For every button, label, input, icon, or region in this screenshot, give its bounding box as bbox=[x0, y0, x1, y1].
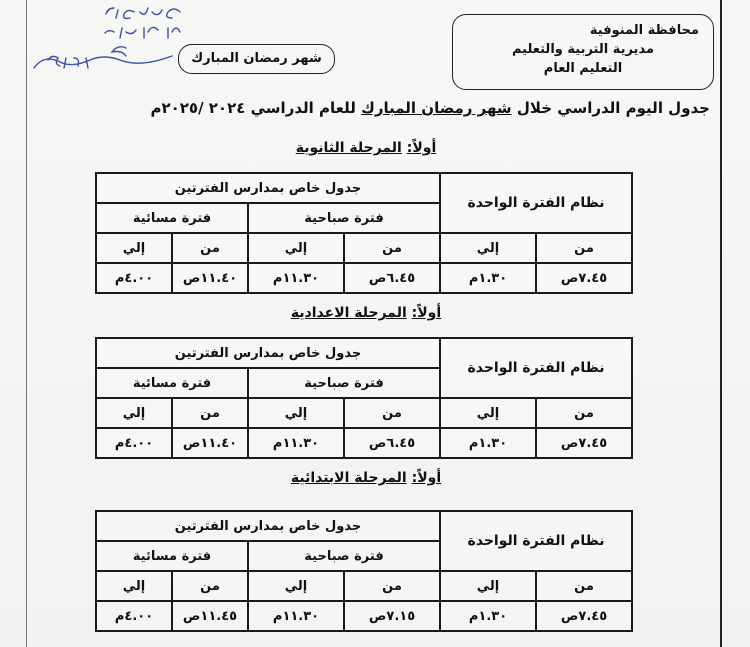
morning-from-cell: ٦.٤٥ص bbox=[344, 263, 440, 293]
from-header: من bbox=[344, 571, 440, 601]
schedule-table bbox=[95, 337, 633, 459]
single-to-cell: ١.٣٠م bbox=[440, 263, 536, 293]
stage-prefix: أولاً: bbox=[411, 470, 442, 486]
from-header: من bbox=[536, 233, 632, 263]
governorate-label: محافظة المنوفية bbox=[589, 23, 699, 38]
single-to-cell: ١.٣٠م bbox=[440, 601, 536, 631]
single-to-cell: ١.٣٠م bbox=[440, 428, 536, 458]
evening-from-cell: ١١.٤٠ص bbox=[172, 428, 248, 458]
single-from-cell: ٧.٤٥ص bbox=[536, 428, 632, 458]
title-part-2: للعام الدراسي ٢٠٢٤ /٢٠٢٥م bbox=[150, 99, 356, 117]
evening-to-cell: ٤.٠٠م bbox=[96, 263, 172, 293]
single-period-header: نظام الفترة الواحدة bbox=[440, 338, 632, 398]
schedule-table bbox=[95, 510, 633, 632]
stage-title bbox=[236, 140, 496, 156]
stage-name: المرحلة الثانوية bbox=[295, 140, 402, 156]
from-header: من bbox=[172, 571, 248, 601]
single-from-cell: ٧.٤٥ص bbox=[536, 601, 632, 631]
from-header: من bbox=[536, 398, 632, 428]
two-period-header: جدول خاص بمدارس الفترتين bbox=[96, 173, 440, 203]
to-header: إلي bbox=[248, 233, 344, 263]
stage-prefix: أولاً: bbox=[406, 140, 437, 156]
to-header: إلي bbox=[248, 398, 344, 428]
page-border-right bbox=[720, 0, 722, 647]
from-header: من bbox=[536, 571, 632, 601]
to-header: إلي bbox=[96, 233, 172, 263]
department-label: التعليم العام bbox=[543, 61, 623, 76]
handwritten-note bbox=[30, 2, 200, 82]
stage-title bbox=[236, 470, 496, 486]
morning-from-cell: ٦.٤٥ص bbox=[344, 428, 440, 458]
single-period-header: نظام الفترة الواحدة bbox=[440, 511, 632, 571]
single-from-cell: ٧.٤٥ص bbox=[536, 263, 632, 293]
two-period-header: جدول خاص بمدارس الفترتين bbox=[96, 511, 440, 541]
morning-header: فترة صباحية bbox=[248, 368, 440, 398]
issuer-header bbox=[452, 14, 714, 90]
stage-title bbox=[236, 305, 496, 321]
document-title bbox=[80, 99, 710, 117]
stage-name: المرحلة الابتدائية bbox=[290, 470, 407, 486]
evening-header: فترة مسائية bbox=[96, 368, 248, 398]
to-header: إلي bbox=[96, 398, 172, 428]
directorate-label: مديرية التربية والتعليم bbox=[511, 42, 655, 57]
to-header: إلي bbox=[440, 398, 536, 428]
schedule-table bbox=[95, 172, 633, 294]
stage-name: المرحلة الاعدادية bbox=[290, 305, 407, 321]
evening-from-cell: ١١.٤٥ص bbox=[172, 601, 248, 631]
evening-header: فترة مسائية bbox=[96, 541, 248, 571]
from-header: من bbox=[172, 233, 248, 263]
to-header: إلي bbox=[440, 233, 536, 263]
to-header: إلي bbox=[248, 571, 344, 601]
from-header: من bbox=[344, 233, 440, 263]
title-underlined: شهر رمضان المبارك bbox=[361, 99, 512, 117]
ramadan-label: شهر رمضان المبارك bbox=[178, 44, 335, 74]
morning-to-cell: ١١.٣٠م bbox=[248, 428, 344, 458]
to-header: إلي bbox=[440, 571, 536, 601]
page-border-left bbox=[26, 0, 27, 647]
morning-from-cell: ٧.١٥ص bbox=[344, 601, 440, 631]
evening-header: فترة مسائية bbox=[96, 203, 248, 233]
from-header: من bbox=[172, 398, 248, 428]
from-header: من bbox=[344, 398, 440, 428]
morning-header: فترة صباحية bbox=[248, 203, 440, 233]
title-part-1: جدول اليوم الدراسي خلال bbox=[516, 99, 710, 117]
evening-to-cell: ٤.٠٠م bbox=[96, 428, 172, 458]
morning-to-cell: ١١.٣٠م bbox=[248, 263, 344, 293]
morning-to-cell: ١١.٣٠م bbox=[248, 601, 344, 631]
evening-from-cell: ١١.٤٠ص bbox=[172, 263, 248, 293]
two-period-header: جدول خاص بمدارس الفترتين bbox=[96, 338, 440, 368]
evening-to-cell: ٤.٠٠م bbox=[96, 601, 172, 631]
to-header: إلي bbox=[96, 571, 172, 601]
single-period-header: نظام الفترة الواحدة bbox=[440, 173, 632, 233]
morning-header: فترة صباحية bbox=[248, 541, 440, 571]
stage-prefix: أولاً: bbox=[411, 305, 442, 321]
